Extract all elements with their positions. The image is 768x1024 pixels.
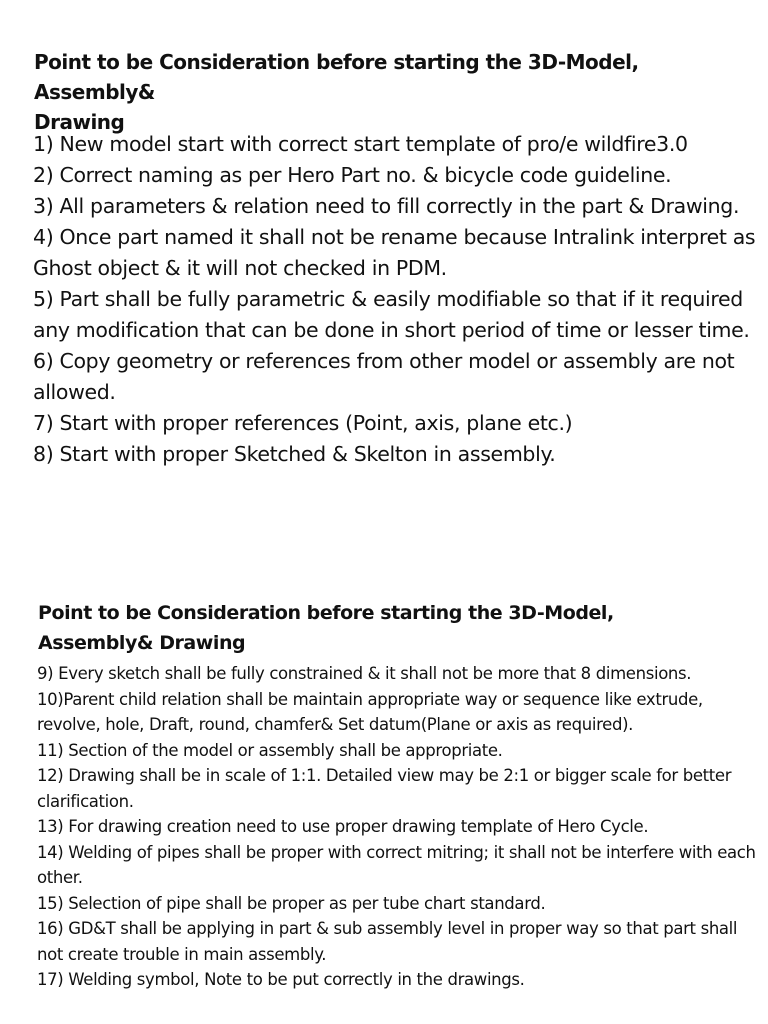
point-11: 11) Section of the model or assembly shall be appropriate. [37,740,503,760]
slide-1-title-line-1: Point to be Consideration before starting the 3D-Model, Assembly& [34,50,639,104]
point-14: 14) Welding of pipes shall be proper with correct mitring; it shall not be interfere with each other. [37,842,756,887]
point-12: 12) Drawing shall be in scale of 1:1. Detailed view may be 2:1 or bigger scale for better clarification. [37,766,732,811]
point-8: 8) Start with proper Sketched & Skelton in assembly. [33,442,556,466]
point-3: 3) All parameters & relation need to fill correctly in the part & Drawing. [33,194,740,218]
point-10: 10)Parent child relation shall be maintain appropriate way or sequence like extrude, revolve, hole, Draft, round, chamfer& Set datum(Plane or axis as required). [37,689,703,734]
slide-2-title-line-2: Assembly& Drawing [38,632,246,654]
point-2: 2) Correct naming as per Hero Part no. & bicycle code guideline. [33,163,672,187]
slide-2-title-line-1: Point to be Consideration before starting the 3D-Model, [38,602,614,624]
point-7: 7) Start with proper references (Point, axis, plane etc.) [33,411,573,435]
point-5: 5) Part shall be fully parametric & easily modifiable so that if it required any modification that can be done in short period of time or lesser time. [33,287,750,342]
point-16: 16) GD&T shall be applying in part & sub assembly level in proper way so that part shall not create trouble in main assembly. [37,919,738,964]
point-4: 4) Once part named it shall not be rename because Intralink interpret as Ghost object & it will not checked in PDM. [33,225,756,280]
slide-1-points-list [33,129,763,470]
slide-2-title [38,598,638,658]
point-6: 6) Copy geometry or references from other model or assembly are not allowed. [33,349,735,404]
point-17: 17) Welding symbol, Note to be put correctly in the drawings. [37,970,525,989]
slide-2 [0,583,768,1024]
slide-1-title-line-2: Drawing [34,110,125,134]
slide-2-points-list [37,661,761,993]
point-9: 9) Every sketch shall be fully constrained & it shall not be more that 8 dimensions. [37,664,692,683]
slide-1-title [34,47,759,137]
point-1: 1) New model start with correct start template of pro/e wildfire3.0 [33,132,688,156]
point-15: 15) Selection of pipe shall be proper as per tube chart standard. [37,893,546,913]
point-13: 13) For drawing creation need to use proper drawing template of Hero Cycle. [37,817,649,836]
